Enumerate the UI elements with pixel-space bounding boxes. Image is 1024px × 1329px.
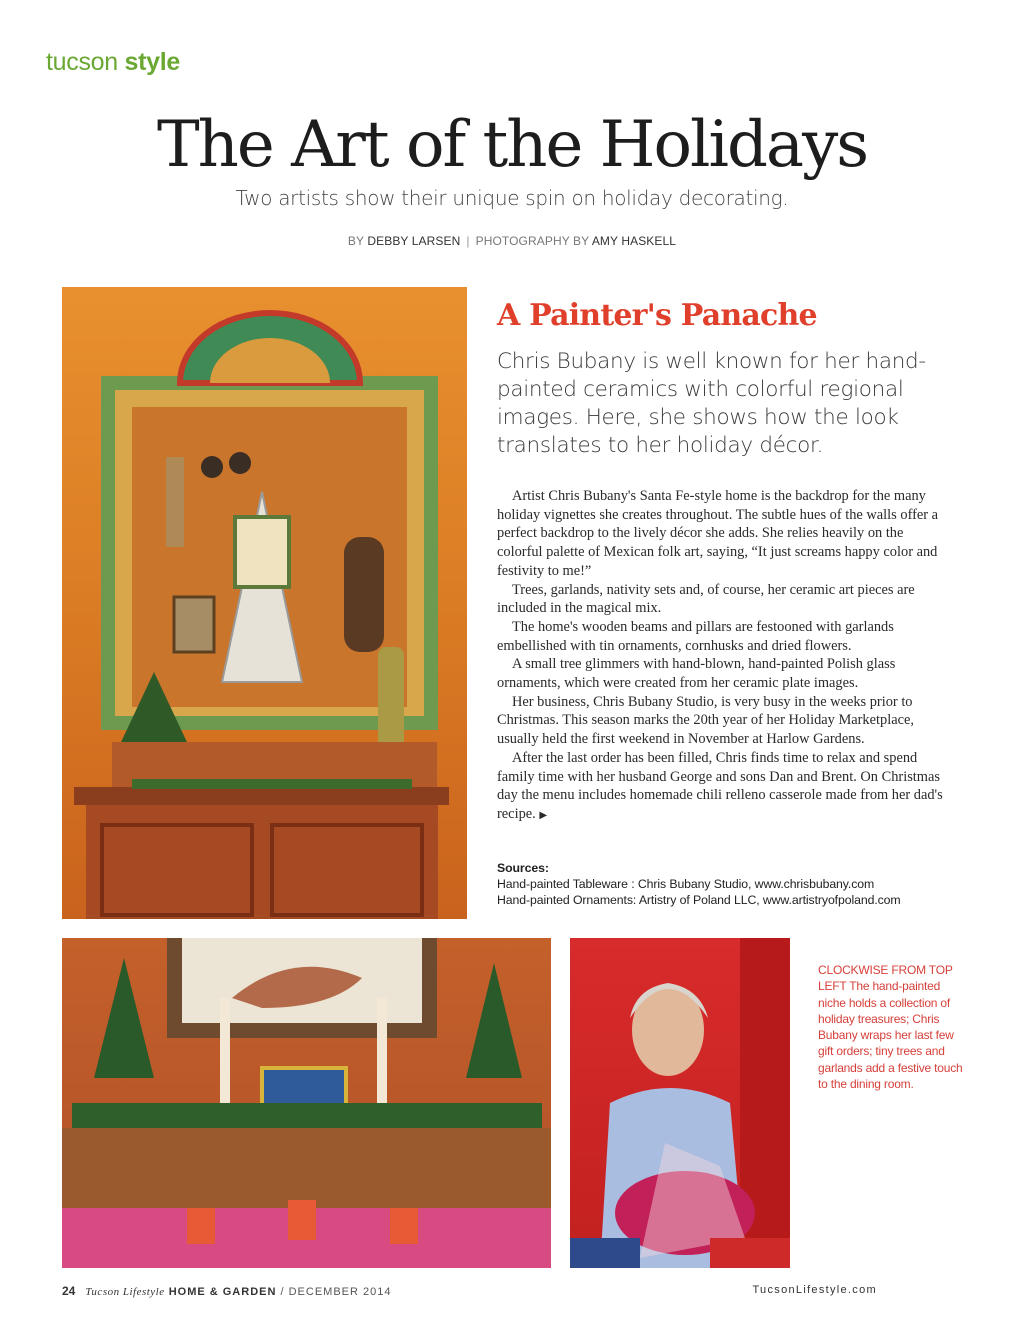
byline [0,234,1024,248]
byline-photographer: AMY HASKELL [591,234,677,248]
body-paragraph-text: After the last order has been filled, Chris finds time to relax and spend family time with her husband George and sons Dan and Brent. On Christmas day the menu includes homemade chili relleno casserole made from her dad's recipe. [497,749,943,822]
body-paragraph-last [497,749,949,826]
end-mark-icon: ▶ [539,809,548,821]
artist-photo-art [570,938,790,1268]
body-paragraph: Her business, Chris Bubany Studio, is very busy in the weeks prior to Christmas. This season marks the 20th year of her Holiday Marketplace, usually held the first weekend in November at Harlow Gardens. [497,693,914,748]
page-subtitle: Two artists show their unique spin on holiday decorating. [235,186,789,210]
magazine-section: HOME & GARDEN [168,1286,277,1298]
page-number: 24 [62,1284,76,1298]
article-body [497,487,949,826]
footer-folio [62,1284,391,1298]
section-tag-light: tucson [46,48,118,76]
section-tag [46,48,180,77]
source-item: Hand-painted Ornaments: Artistry of Poland LLC, www.artistryofpoland.com [497,893,901,907]
issue-date: / DECEMBER 2014 [276,1286,392,1298]
magazine-name: Tucson Lifestyle [85,1286,165,1298]
sources [497,860,967,908]
byline-separator: | [466,234,470,248]
niche-photo [62,287,467,919]
body-paragraph: Artist Chris Bubany's Santa Fe-style home is the backdrop for the many holiday vignettes she creates throughout. The subtle hues of the walls offer a perfect backdrop to the lively décor she adds. She relies heavily on the colorful palette of Mexican folk art, saying, “It just screams happy color and festivity to me!” [497,488,939,579]
dining-room-photo-art [62,938,551,1268]
caption-text: The hand-painted niche holds a collection of holiday treasures; Chris Bubany wraps her last few gift orders; tiny trees and garlands add a festive touch to the dining room. [818,979,963,1092]
dining-room-photo [62,938,551,1268]
article-dek: Chris Bubany is well known for her hand-painted ceramics with colorful regional images. Here, she shows how the look translates to her holiday décor. [497,349,926,458]
page-title: The Art of the Holidays [156,108,868,182]
article-heading: A Painter's Panache [497,298,817,333]
body-paragraph: Trees, garlands, nativity sets and, of course, her ceramic art pieces are included in the magical mix. [497,581,915,617]
niche-photo-art [62,287,467,919]
body-paragraph: The home's wooden beams and pillars are festooned with garlands embellished with tin ornaments, cornhusks and dried flowers. [497,618,894,654]
footer-website: TucsonLifestyle.com [752,1284,877,1296]
source-item: Hand-painted Tableware : Chris Bubany Studio, www.chrisbubany.com [497,877,875,891]
byline-photo-label: PHOTOGRAPHY BY [475,234,590,248]
artist-photo [570,938,790,1268]
byline-author: DEBBY LARSEN [367,234,461,248]
caption-lead: CLOCKWISE FROM TOP LEFT [818,963,953,994]
byline-by-label: BY [347,234,364,248]
body-paragraph: A small tree glimmers with hand-blown, hand-painted Polish glass ornaments, which were created from her ceramic plate images. [497,656,896,692]
section-tag-bold: style [124,48,180,76]
photo-caption [818,962,968,1092]
sources-heading: Sources: [497,861,549,875]
